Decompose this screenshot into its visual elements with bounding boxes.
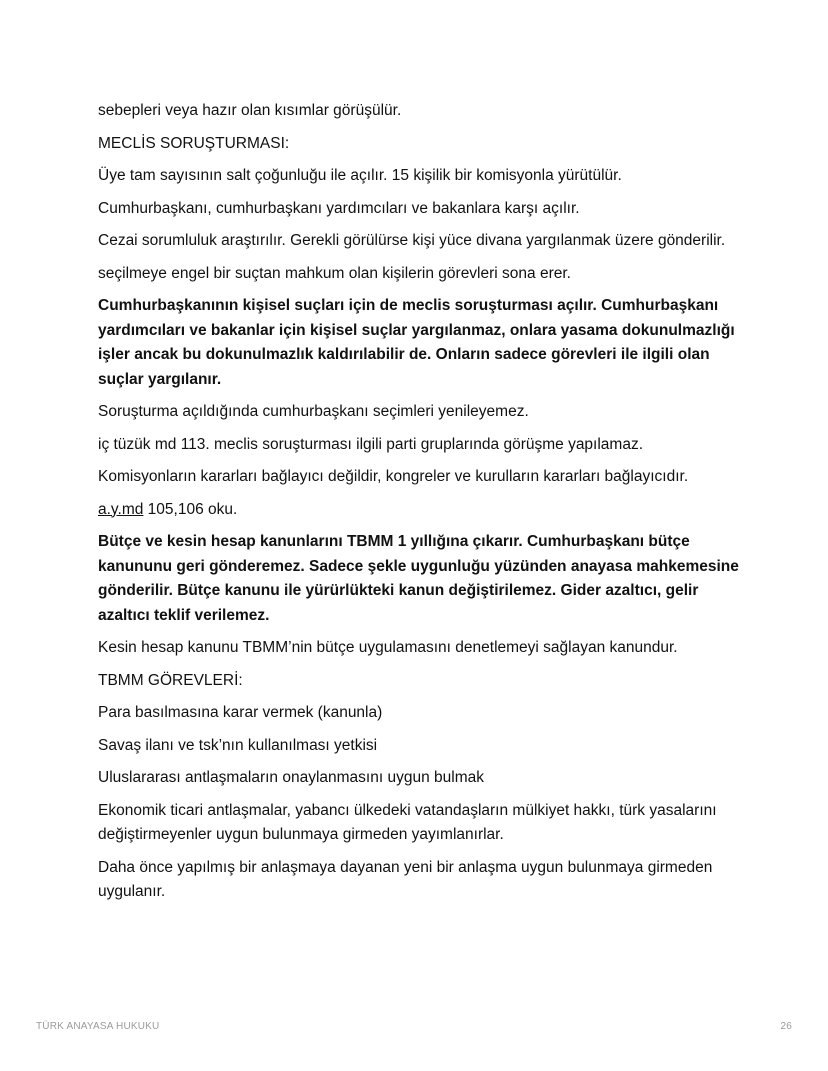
paragraph-with-link bbox=[98, 498, 743, 523]
document-body bbox=[98, 99, 743, 913]
paragraph-text: 105,106 oku. bbox=[143, 500, 238, 518]
bold-paragraph: Cumhurbaşkanının kişisel suçları için de meclis soruşturması açılır. Cumhurbaşkanı yardımcıları ve bakanlar için kişisel suçlar yargılanmaz, onlara yasama dokunulmazlığı işler ancak bu dokunulmazlık kaldırılabilir de. Onların sadece görevleri ile ilgili olan suçlar yargılanır. bbox=[98, 297, 735, 388]
paragraph: Cumhurbaşkanı, cumhurbaşkanı yardımcıları ve bakanlara karşı açılır. bbox=[98, 199, 580, 217]
paragraph: Daha önce yapılmış bir anlaşmaya dayanan yeni bir anlaşma uygun bulunmaya girmeden uygulanır. bbox=[98, 858, 713, 900]
paragraph: Uluslararası antlaşmaların onaylanmasını uygun bulmak bbox=[98, 769, 484, 786]
page-number: 26 bbox=[780, 1021, 792, 1032]
aym-link[interactable]: a.y.md bbox=[98, 500, 144, 518]
paragraph: Komisyonların kararları bağlayıcı değildir, kongreler ve kurulların kararları bağlayıcıdır. bbox=[98, 468, 689, 485]
paragraph: sebepleri veya hazır olan kısımlar görüşülür. bbox=[98, 102, 402, 119]
footer-title: TÜRK ANAYASA HUKUKU bbox=[36, 1021, 160, 1032]
paragraph: Kesin hesap kanunu TBMM’nin bütçe uygulamasını denetlemeyi sağlayan kanundur. bbox=[98, 639, 678, 656]
paragraph: Soruşturma açıldığında cumhurbaşkanı seçimleri yenileyemez. bbox=[98, 403, 529, 420]
paragraph: iç tüzük md 113. meclis soruşturması ilgili parti gruplarında görüşme yapılamaz. bbox=[98, 435, 644, 453]
paragraph: Ekonomik ticari antlaşmalar, yabancı ülkedeki vatandaşların mülkiyet hakkı, türk yasalarını değiştirmeyenler uygun bulunmaya girmeden yayımlanırlar. bbox=[98, 801, 717, 843]
paragraph: Savaş ilanı ve tsk’nın kullanılması yetkisi bbox=[98, 736, 378, 754]
paragraph: Üye tam sayısının salt çoğunluğu ile açılır. 15 kişilik bir komisyonla yürütülür. bbox=[98, 167, 622, 184]
paragraph: Cezai sorumluluk araştırılır. Gerekli görülürse kişi yüce divana yargılanmak üzere gönderilir. bbox=[98, 232, 726, 249]
bold-paragraph: Bütçe ve kesin hesap kanunlarını TBMM 1 yıllığına çıkarır. Cumhurbaşkanı bütçe kanununu geri gönderemez. Sadece şekle uygunluğu yüzünden anayasa mahkemesine gönderilir. Bütçe kanunu ile yürürlükteki kanun değiştirilemez. Gider azaltıcı, gelir azaltıcı teklif verilemez. bbox=[98, 533, 739, 624]
page-footer bbox=[36, 1021, 792, 1032]
section-heading: TBMM GÖREVLERİ: bbox=[98, 671, 243, 689]
paragraph: seçilmeye engel bir suçtan mahkum olan kişilerin görevleri sona erer. bbox=[98, 264, 571, 282]
paragraph: Para basılmasına karar vermek (kanunla) bbox=[98, 704, 383, 721]
section-heading: MECLİS SORUŞTURMASI: bbox=[98, 134, 290, 152]
